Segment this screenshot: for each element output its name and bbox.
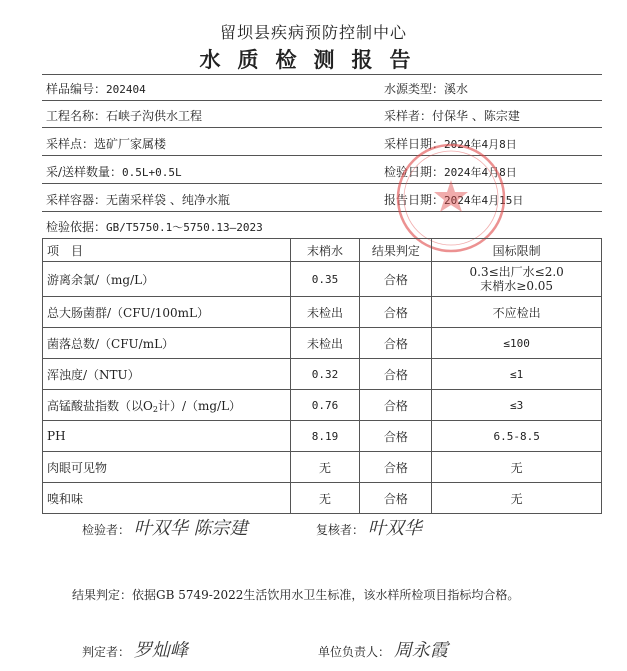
header-limit: 国标限制 (432, 239, 602, 262)
sample-quantity: 采/送样数量：0.5L+0.5L (46, 165, 182, 179)
table-row: 肉眼可见物 无 合格 无 (43, 452, 602, 483)
test-date: 检验日期：2024年4月8日 (384, 165, 517, 179)
reviewer-signature: 复核者： 叶双华 (316, 518, 422, 539)
table-row: 菌落总数/（CFU/mL） 未检出 合格 ≤100 (43, 328, 602, 359)
sample-container: 采样容器：无菌采样袋 、纯净水瓶 (46, 193, 230, 207)
project-name: 工程名称：石峡子沟供水工程 (46, 109, 203, 123)
header-judge: 结果判定 (360, 239, 432, 262)
test-basis: 检验依据：GB/T5750.1～5750.13—2023 (46, 220, 263, 234)
conclusion: 结果判定：依据GB 5749-2022生活饮用水卫生标准，该水样所检项目指标均合格。 (72, 588, 520, 602)
report-date: 报告日期：2024年4月15日 (384, 193, 524, 207)
table-row: 高锰酸盐指数（以$O_2$计）/（mg/L） 0.76 合格 ≤3 (43, 390, 602, 421)
sample-point: 采样点：选矿厂家属楼 (46, 137, 167, 151)
header-item: 项 目 (43, 239, 291, 262)
header-value: 末梢水 (290, 239, 360, 262)
results-table (42, 238, 602, 514)
unit-head-signature: 单位负责人： 周永霞 (318, 640, 448, 661)
sampler: 采样者：付保华 、陈宗建 (384, 109, 520, 123)
report-title: 水质检测报告 (199, 47, 428, 72)
water-source: 水源类型：溪水 (384, 82, 469, 96)
sample-date: 采样日期：2024年4月8日 (384, 137, 517, 151)
table-row: 游离余氯/（mg/L） 0.35 合格 0.3≤出厂水≤2.0 末梢水≥0.05 (43, 262, 602, 297)
table-row: PH 8.19 合格 6.5-8.5 (43, 421, 602, 452)
table-row: 浑浊度/（NTU） 0.32 合格 ≤1 (43, 359, 602, 390)
table-row: 嗅和味 无 合格 无 (43, 483, 602, 514)
sample-no: 样品编号：202404 (46, 82, 146, 96)
table-header (43, 239, 602, 262)
organization-name: 留坝县疾病预防控制中心 (219, 23, 407, 42)
judger-signature: 判定者： 罗灿峰 (82, 640, 188, 661)
inspector-signature: 检验者： 叶双华 陈宗建 (82, 518, 248, 539)
table-row: 总大肠菌群/（CFU/100mL） 未检出 合格 不应检出 (43, 297, 602, 328)
